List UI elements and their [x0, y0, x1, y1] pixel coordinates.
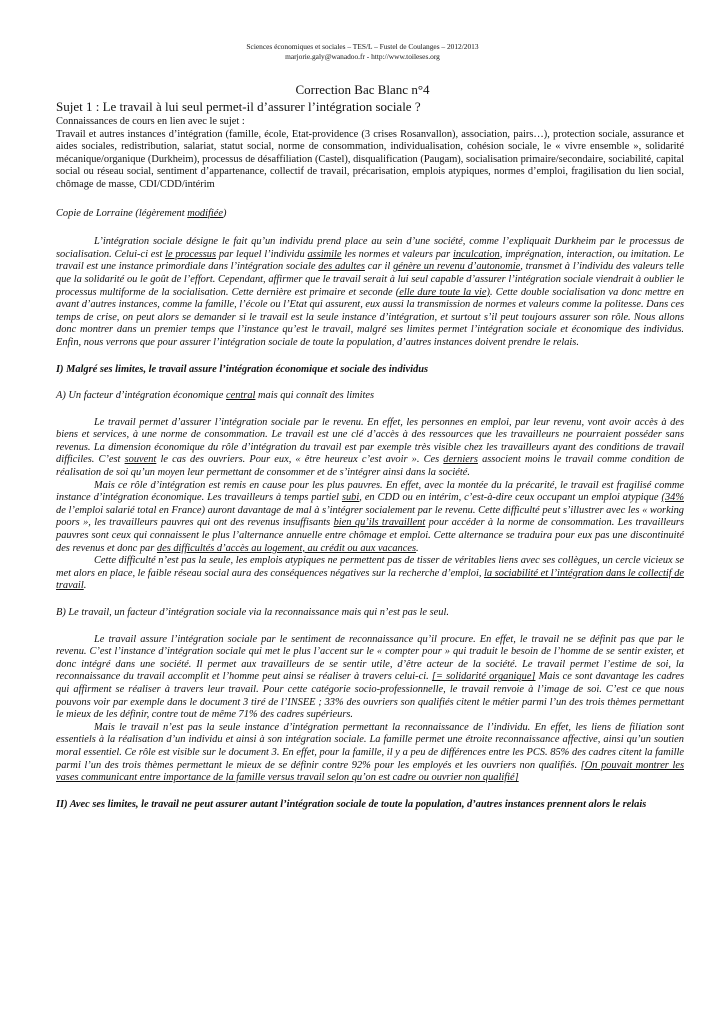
part1-a-paragraph-1: Le travail permet d’assurer l’intégration sociale par le revenu. En effet, les personnes en emploi, par leur revenu, vont avoir accès à des biens et services, à une norme de consommation. Le travail est une clé d’accès à des ressources que les travailleurs ne pourraient posséder sans revenus. La dimension économique du rôle d’intégration du travail est par exemple très visible chez les travailleurs ayant des conditions de travail difficiles. C’est souvent le cas des ouvriers. Pour eux, « être heureux c’est avoir ». Ces derniers associent moins le travail comme condition de réalisation de soi qu’un moyen leur permettant de consommer et de s’intégrer ainsi dans la société. — [56, 416, 684, 479]
document-title: Correction Bac Blanc n°4 — [295, 82, 430, 97]
introduction-paragraph: L’intégration sociale désigne le fait qu’un individu prend place au sein d’une société, comme l’expliquait Durkheim par le processus de socialisation. Celui-ci est le processus par lequel l’individu assimile les normes et valeurs par inculcation, imprégnation, interaction, ou imitation. Le travail est une instance primordiale dans l’intégration sociale des adultes car il génère un revenu d’autonomie, transmet à l’individu des valeurs telle que la solidarité ou le goût de l’effort. Cependant, affirmer que le travail serait à lui seul capable d’assurer l’intégration sociale viendrait à oublier le processus multiforme de la socialisation. Cette dernière est primaire et seconde (elle dure toute la vie). Cette double socialisation va donc mettre en avant d’autres instances, comme la famille, l’école ou l’Etat qui assurent, eux aussi la transmission de normes et valeurs comme la politesse. Dans ces temps de crise, on peut alors se demander si le travail est la seule instance d’intégration, et surtout s’il peut toujours assurer son rôle. Nous allons donc montrer dans un premier temps que l’instance qu’est le travail, malgré ses limites permet l’intégration sociale et économique des individus. Enfin, nous verrons que pour assurer l’intégration sociale de toute la population, d’autres instances doivent prendre le relais. — [56, 236, 684, 348]
page-header — [0, 42, 725, 62]
knowledge-heading: Connaissances de cours en lien avec le sujet : — [56, 116, 245, 127]
part1-a-paragraph-2: Mais ce rôle d’intégration est remis en cause pour les plus pauvres. En effet, avec la montée du la précarité, le travail est fragilisé comme instance d’intégration économique. Les travailleurs à temps partiel subi, en CDD ou en intérim, c’est-à-dire ceux occupant un emploi atypique (34% de l’emploi salarié total en France) auront davantage de mal à s’intégrer socialement par le revenu. Cette difficulté peut s’illustrer avec les « working poors », les travailleurs pauvres qui ont des revenus insuffisants bien qu’ils travaillent pour accéder à la norme de consommation. Les travailleurs pauvres sont ceux qui connaissent le plus l’alternance annuelle entre chômage et emploi. Cette alternance se traduira pour eux pas une discontinuité des revenus et donc par des difficultés d’accès au logement, au crédit ou aux vacances. — [56, 479, 684, 554]
part1-a-paragraph-3: Cette difficulté n’est pas la seule, les emplois atypiques ne permettent pas de tisser de véritables liens avec ses collègues, un cercle vicieux se met alors en place, le faible réseau social aura des conséquences négatives sur la recherche d’emploi, la sociabilité et l’intégration dans le collectif de travail. — [56, 555, 685, 592]
part1-a-heading: A) Un facteur d’intégration économique central mais qui connaît des limites — [56, 390, 375, 402]
part1-b-paragraph-2: Mais le travail n’est pas la seule instance d’intégration permettant la reconnaissance de l’individu. En effet, les liens de filiation sont essentiels à la réalisation d’un individu et ainsi à son intégration sociale. La famille permet une étroite reconnaissance affective, ainsi qu’un soutien moral essentiel. Ce rôle est visible sur le document 3. En effet, pour la famille, il y a peu de différences entre les PCS. 85% des cadres citent la famille parmi l’un des trois thèmes permettant le mieux de se définir contre 92% pour les employés et les ouvriers non qualifiés. [On pouvait montrer les vases communicant entre importance de la famille versus travail selon qu’on est cadre ou ouvrier non qualifié] — [56, 721, 684, 784]
header-line-contact: marjorie.galy@wanadoo.fr - http://www.toileses.org — [285, 52, 440, 61]
copy-label: Copie de Lorraine (légèrement modifiée) — [56, 207, 227, 219]
part1-heading: I) Malgré ses limites, le travail assure l’intégration économique et sociale des individus — [56, 363, 429, 375]
part1-b-heading: B) Le travail, un facteur d’intégration sociale via la reconnaissance mais qui n’est pas le seul. — [56, 607, 449, 618]
part2-heading: II) Avec ses limites, le travail ne peut assurer autant l’intégration sociale de toute la population, d’autres instances prennent alors le relais — [56, 798, 647, 810]
document-body — [56, 116, 684, 811]
part1-b-paragraph-1: Le travail assure l’intégration sociale par le sentiment de reconnaissance qu’il procure. En effet, le travail ne se définit pas que par le revenu. C’est l’instance d’intégration sociale qui met le plus l’accent sur le « compter pour » qui traduit le besoin de l’homme de se sentir exister, et donc intégré dans une société. Il permet aux travailleurs de se sentir utile, d’être acteur de la société. Le travail permet l’estime de soi, la reconnaissance du travail accomplit et l’homme peut ainsi se réaliser à travers celui-ci. [= solidarité organique] Mais ce sont davantage les cadres qui affirment se réaliser à travers leur travail. Pour cette catégorie socio-professionnelle, le travail renvoie à l’image de soi. C’est ce que nous pouvons voir par exemple dans le document 3 tiré de l’INSEE ; 33% des ouvriers son qualifiés citent le métier parmi l’un des trois thèmes permettant le mieux de les définir, contre tout de même 71% des cadres supérieurs. — [56, 633, 684, 721]
subject-title: Sujet 1 : Le travail à lui seul permet-il d’assurer l’intégration sociale ? — [56, 99, 421, 114]
header-line-course: Sciences économiques et sociales – TES/L – Fustel de Coulanges – 2012/2013 — [246, 42, 479, 51]
knowledge-text: Travail et autres instances d’intégration (famille, école, Etat-providence (3 crises Rosanvallon), association, pairs…), protection sociale, assurance et aides sociales, redistribution, salariat, statut social, norme de consommation, individualisation, cohésion sociale, le « vivre ensemble », solidarité mécanique/organique (Durkheim), processus de désaffiliation (Castel), disqualification (Paugam), socialisation primaire/secondaire, sociabilité, capital social ou réseau social, sentiment d’appartenance, collectif de travail, précarisation, emplois atypiques, normes d’emploi, fragilisation du lien social, chômage de masse, CDI/CDD/intérim — [56, 128, 684, 190]
